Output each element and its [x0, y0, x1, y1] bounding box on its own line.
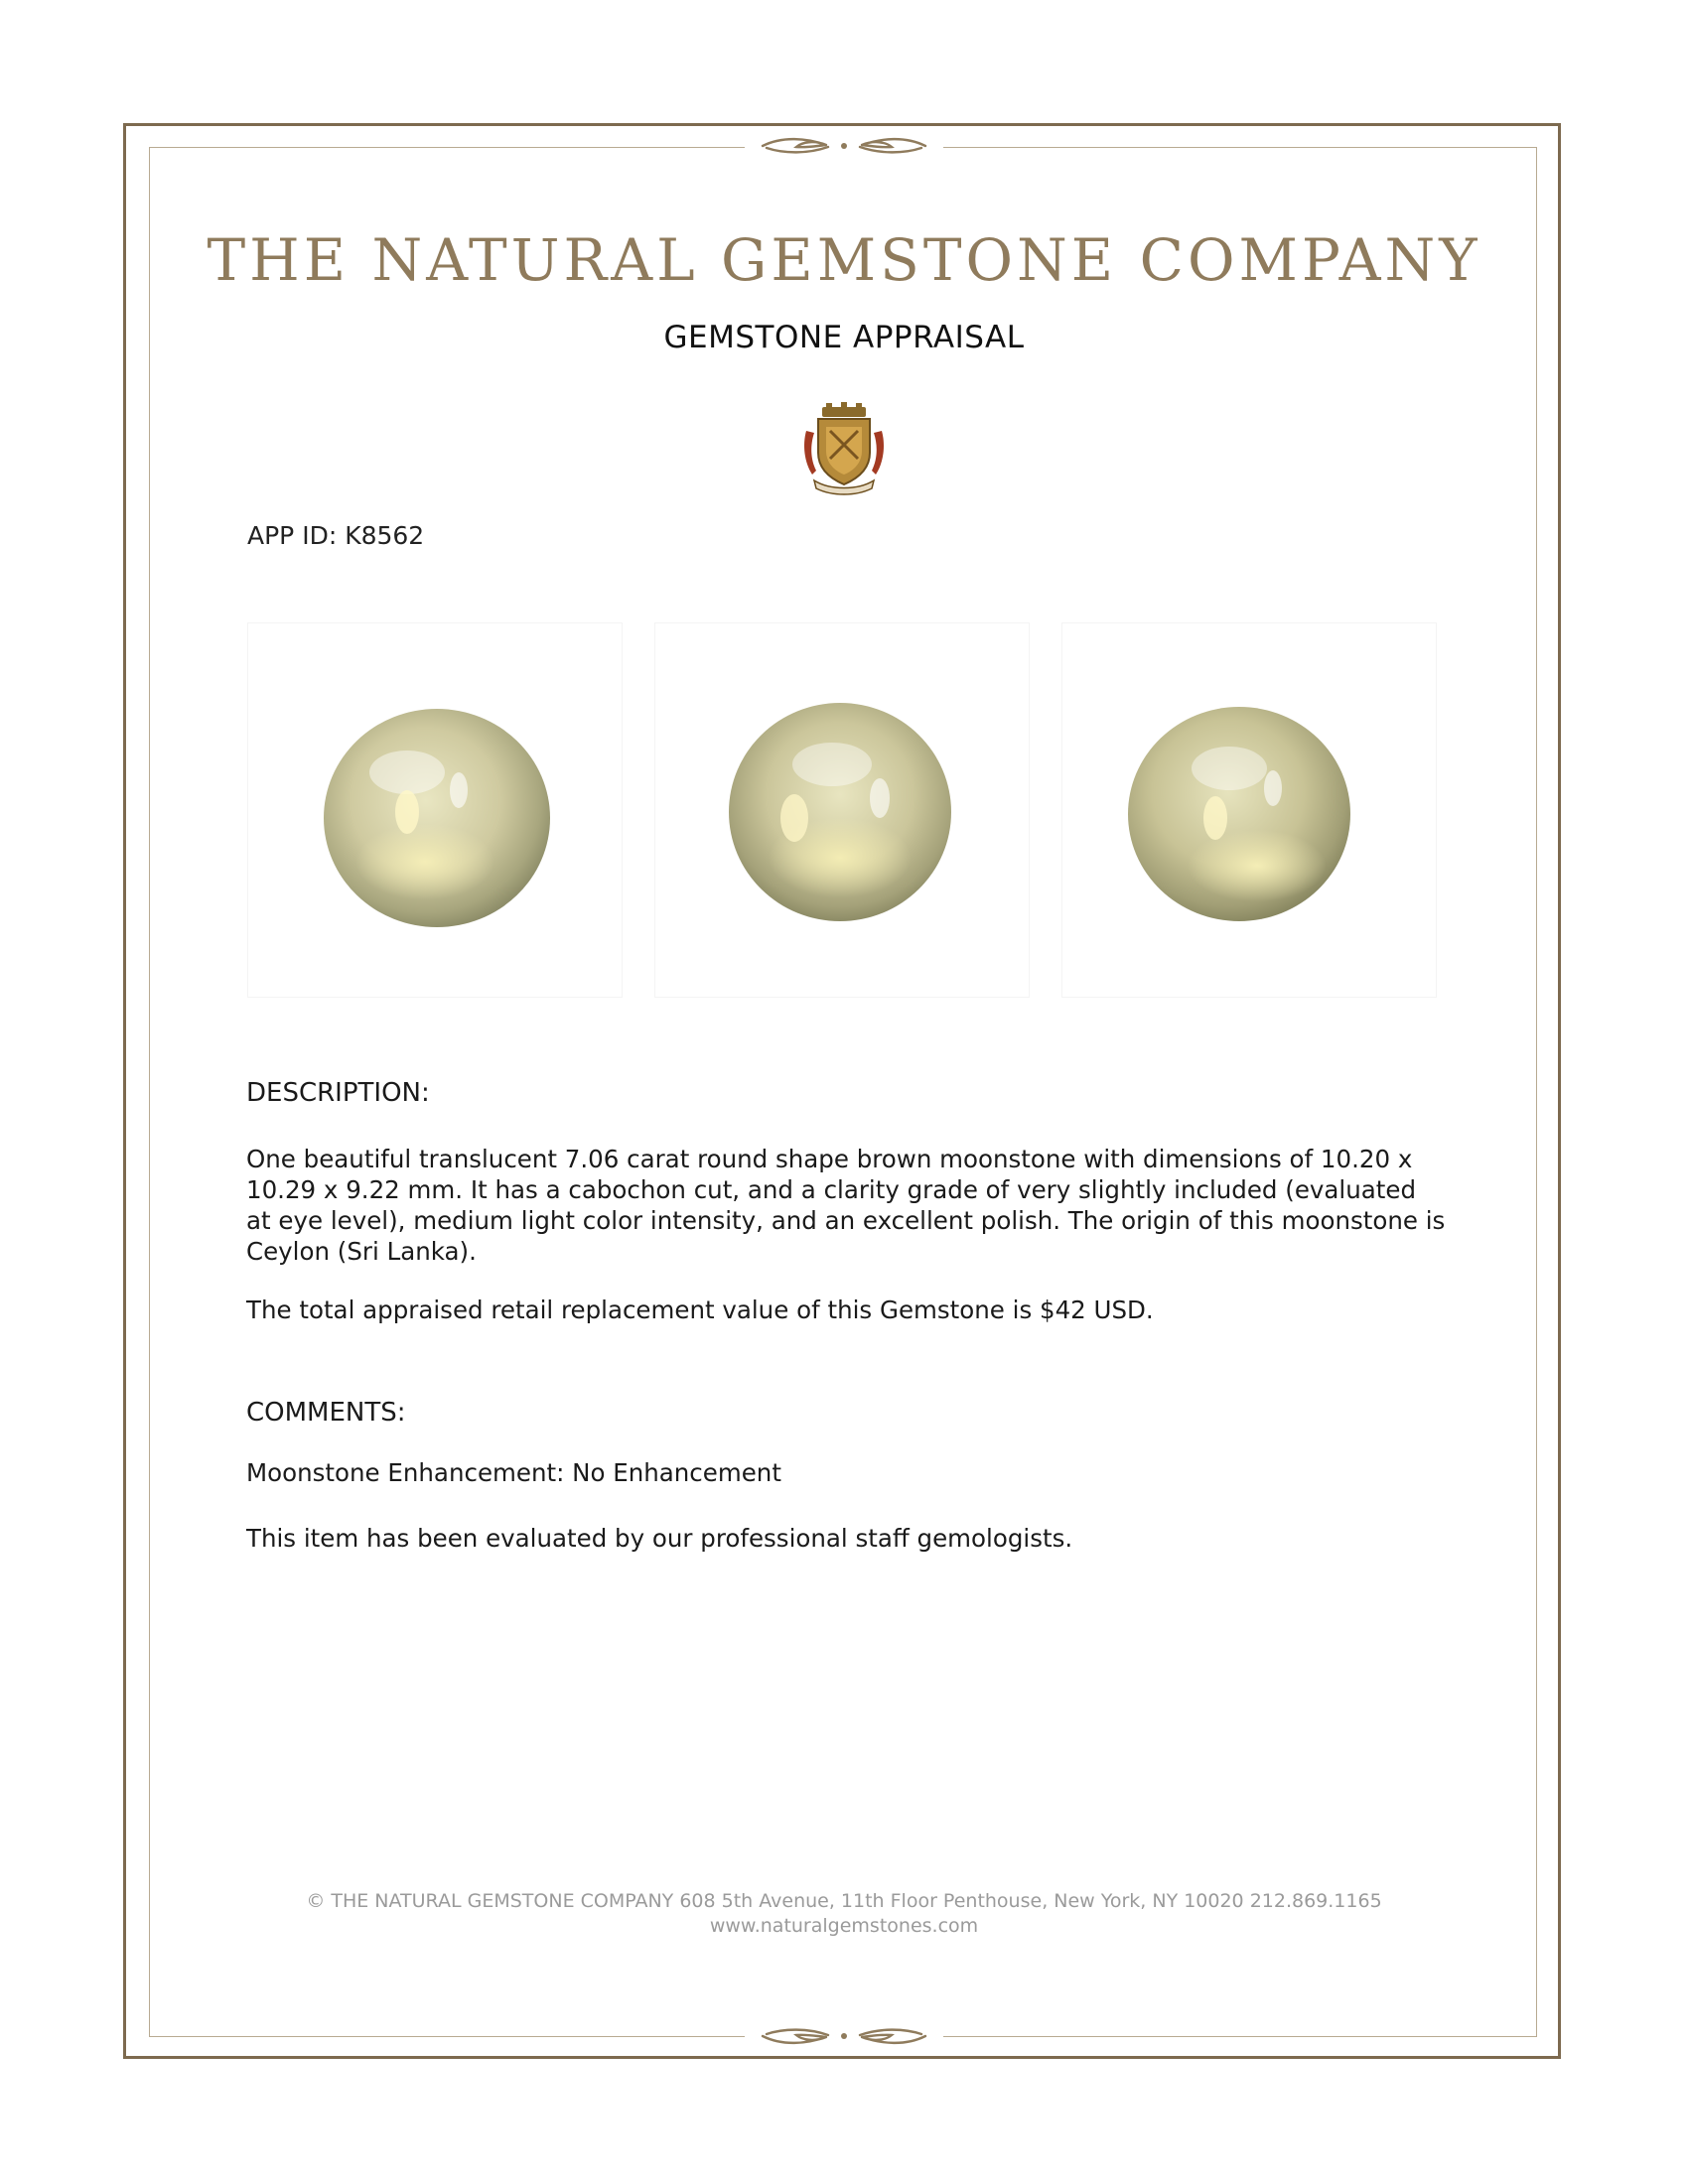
description-heading: DESCRIPTION: [246, 1078, 430, 1108]
comments-heading: COMMENTS: [246, 1398, 406, 1428]
bottom-ornament-icon [745, 2024, 943, 2048]
appraisal-id: APP ID: K8562 [247, 521, 425, 550]
gemstone-photo-front [248, 623, 622, 997]
evaluation-text: This item has been evaluated by our professional staff gemologists. [246, 1524, 1073, 1553]
appraised-value-text: The total appraised retail replacement value of this Gemstone is $42 USD. [246, 1296, 1154, 1324]
gemstone-photo-side [1062, 623, 1436, 997]
footer-website: www.naturalgemstones.com [709, 1915, 979, 1937]
enhancement-text: Moonstone Enhancement: No Enhancement [246, 1458, 781, 1487]
description-text: One beautiful translucent 7.06 carat round shape brown moonstone with dimensions of 10.20 x 10.29 x 9.22 mm. It has a cabochon cut, and a clarity grade of very slightly included (evaluated at eye level), medium light color intensity, and an excellent polish. The origin of this moonstone is Ceylon (Sri Lanka). [246, 1145, 1446, 1266]
company-name: THE NATURAL GEMSTONE COMPANY [207, 226, 1481, 294]
document-title: GEMSTONE APPRAISAL [663, 320, 1025, 355]
top-ornament-icon [745, 134, 943, 158]
company-crest-logo-icon [800, 401, 888, 496]
footer-address: © THE NATURAL GEMSTONE COMPANY 608 5th Avenue, 11th Floor Penthouse, New York, NY 10020 212.869.1165 [306, 1890, 1382, 1912]
gemstone-photo-angle [655, 623, 1029, 997]
